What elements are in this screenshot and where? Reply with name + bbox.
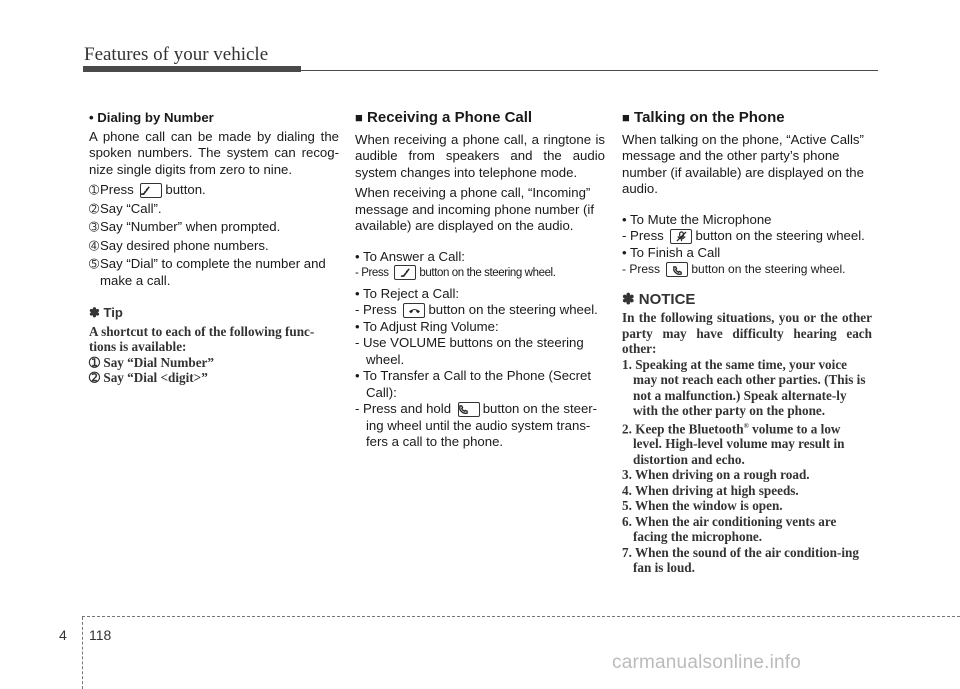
mic-mute-icon <box>670 229 692 244</box>
chapter-number: 4 <box>59 627 67 643</box>
notice-item-1: 1. Speaking at the same time, your voice may not reach each other parties. (This is not a malfunction.) Speak alternate-ly with the other party on the phone. <box>622 356 866 418</box>
step-number: ➀ <box>89 183 100 197</box>
phone-talk-icon <box>140 183 162 198</box>
receiving-p2: When receiving a phone call, “Incoming” message and incoming phone number (if available) are displayed on the audio. <box>355 185 594 233</box>
notice-item-4: 4. When driving at high speeds. <box>622 482 799 498</box>
transfer-text: - Press and hold button on the steer-ing wheel until the audio system trans-fers a call to the phone. <box>355 401 598 449</box>
notice-heading: ✽ NOTICE <box>622 290 696 308</box>
finish-text: - Press button on the steering wheel. <box>622 262 846 276</box>
mute-text: - Press button on the steering wheel. <box>622 228 865 243</box>
notice-item-3: 3. When driving on a rough road. <box>622 467 810 483</box>
answer-title: • To Answer a Call: <box>355 248 465 264</box>
reject-text: - Press button on the steering wheel. <box>355 302 598 317</box>
notice-item-7: 7. When the sound of the air condition-ing fan is loud. <box>622 544 859 576</box>
tip-item-2: ➁ Say “Dial <digit>” <box>89 370 208 385</box>
step-3: ➂Say “Number” when prompted. <box>89 219 281 234</box>
notice-item-6: 6. When the air conditioning vents are facing the microphone. <box>622 513 837 545</box>
talking-p1: When talking on the phone, “Active Calls” message and the other party’s phone number (if available) are displayed on the audio. <box>622 131 864 196</box>
header-bar <box>83 66 301 72</box>
step-5: ➄Say “Dial” to complete the number and make a call. <box>89 256 326 288</box>
answer-text: - Press button on the steering wheel. <box>355 267 556 279</box>
column-receiving <box>355 110 605 451</box>
receiving-heading: ■ Receiving a Phone Call <box>355 109 533 126</box>
notice-item-2: 2. Keep the Bluetooth® volume to a low level. High-level volume may result in distortion and echo. <box>622 420 845 467</box>
header-rule <box>301 70 878 71</box>
dialing-intro: A phone call can be made by dialing the spoken numbers. The system can recog-nize single digits from zero to nine. <box>89 128 339 177</box>
column-dialing <box>89 110 339 386</box>
finish-title: • To Finish a Call <box>622 244 721 260</box>
step-1: ➀Press button. <box>89 182 206 197</box>
page-header-title: Features of your vehicle <box>84 44 269 65</box>
phone-end-icon <box>403 303 425 318</box>
reject-title: • To Reject a Call: <box>355 285 460 301</box>
volume-title: • To Adjust Ring Volume: <box>355 318 499 334</box>
tip-item-1: ➀ Say “Dial Number” <box>89 354 214 370</box>
tip-body: A shortcut to each of the following func-tions is available: <box>89 323 315 354</box>
transfer-title: • To Transfer a Call to the Phone (Secret Call): <box>355 368 592 400</box>
talking-heading: ■ Talking on the Phone <box>622 109 785 126</box>
phone-pickup-icon <box>666 262 688 277</box>
notice-intro: In the following situations, you or the other party may have difficulty hearing each other: <box>622 310 872 356</box>
watermark: carmanualsonline.info <box>612 652 802 673</box>
notice-item-5: 5. When the window is open. <box>622 498 783 514</box>
receiving-p1: When receiving a phone call, a ringtone is audible from speakers and the audio system changes into telephone mode. <box>355 131 605 180</box>
volume-text: - Use VOLUME buttons on the steering wheel. <box>355 335 584 367</box>
step-2: ➁Say “Call”. <box>89 200 162 216</box>
page-number <box>59 627 111 643</box>
phone-pickup-icon <box>458 402 480 417</box>
step-4: ➃Say desired phone numbers. <box>89 237 269 253</box>
mute-title: • To Mute the Microphone <box>622 211 772 227</box>
page-number-value: 118 <box>89 627 112 643</box>
column-talking <box>622 110 872 576</box>
footer-rule <box>82 616 960 618</box>
dialing-title: • Dialing by Number <box>89 110 214 125</box>
tip-heading: ✽ Tip <box>89 305 123 320</box>
phone-talk-icon <box>394 265 416 280</box>
